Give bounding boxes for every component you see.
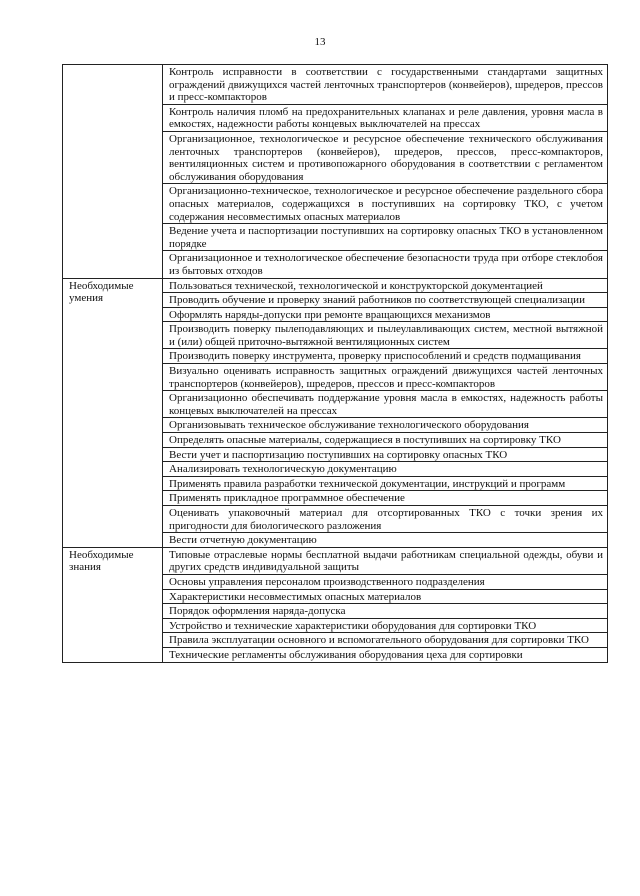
table-cell-item: Вести отчетную документацию xyxy=(163,533,608,548)
table-cell-item: Организационное, технологическое и ресурсное обеспечение технического обслуживания ленточных транспортеров (конвейеров), шредеров, прессов, пресс-компакторов, вентиляционных систем и противопожарного оборудования в соответствии с регламентом обслуживания оборудования xyxy=(163,131,608,183)
table-cell-item: Производить поверку пылеподавляющих и пылеулавливающих систем, местной вытяжной и (или) общей приточно-вытяжной вентиляционных систем xyxy=(163,322,608,349)
table-cell-item: Применять прикладное программное обеспечение xyxy=(163,491,608,506)
table-cell-item: Оценивать упаковочный материал для отсортированных ТКО с точки зрения их пригодности для биологического разложения xyxy=(163,506,608,533)
table-cell-item: Визуально оценивать исправность защитных ограждений движущихся частей ленточных транспортеров (конвейеров), шредеров, прессов и пресс-компакторов xyxy=(163,364,608,391)
page-number: 13 xyxy=(314,36,326,48)
table-cell-item: Организационно-техническое, технологическое и ресурсное обеспечение раздельного сбора опасных материалов, содержащихся в поступивших на сортировку ТКО, с учетом содержания несовместимых опасных материалов xyxy=(163,184,608,224)
table-row xyxy=(63,65,608,105)
table-row xyxy=(63,278,608,293)
table-cell-item: Порядок оформления наряда-допуска xyxy=(163,604,608,619)
table-cell-item: Технические регламенты обслуживания оборудования цеха для сортировки xyxy=(163,647,608,662)
table-cell-item: Применять правила разработки технической документации, инструкций и программ xyxy=(163,476,608,491)
table-cell-item: Организационное и технологическое обеспечение безопасности труда при отборе стеклобоя из бытовых отходов xyxy=(163,251,608,278)
table-cell-item: Характеристики несовместимых опасных материалов xyxy=(163,589,608,604)
table-cell-item: Организационно обеспечивать поддержание уровня масла в емкостях, надежность работы концевых выключателей на прессах xyxy=(163,391,608,418)
section-label-continued xyxy=(63,65,163,279)
section-label-knowledge: Необходимые знания xyxy=(63,547,163,662)
table-cell-item: Типовые отраслевые нормы бесплатной выдачи работникам специальной одежды, обуви и других средств индивидуальной защиты xyxy=(163,547,608,574)
section-label-skills: Необходимые умения xyxy=(63,278,163,547)
table-cell-item: Вести учет и паспортизацию поступивших на сортировку опасных ТКО xyxy=(163,447,608,462)
table-cell-item: Проводить обучение и проверку знаний работников по соответствующей специализации xyxy=(163,293,608,308)
table-cell-item: Определять опасные материалы, содержащиеся в поступивших на сортировку ТКО xyxy=(163,433,608,448)
table-cell-item: Организовывать техническое обслуживание технологического оборудования xyxy=(163,418,608,433)
table-cell-item: Пользоваться технической, технологической и конструкторской документацией xyxy=(163,278,608,293)
table-cell-item: Контроль исправности в соответствии с государственными стандартами защитных ограждений движущихся частей ленточных транспортеров (конвейеров), шредеров, прессов и пресс-компакторов xyxy=(163,65,608,105)
table-cell-item: Анализировать технологическую документацию xyxy=(163,462,608,477)
table-cell-item: Основы управления персоналом производственного подразделения xyxy=(163,574,608,589)
table-cell-item: Правила эксплуатации основного и вспомогательного оборудования для сортировки ТКО xyxy=(163,633,608,648)
table-cell-item: Производить поверку инструмента, проверку приспособлений и средств подмащивания xyxy=(163,349,608,364)
requirements-table xyxy=(62,64,608,663)
table-row xyxy=(63,547,608,574)
table-cell-item: Контроль наличия пломб на предохранительных клапанах и реле давления, уровня масла в емкостях, надежности работы концевых выключателей на прессах xyxy=(163,104,608,131)
table-cell-item: Устройство и технические характеристики оборудования для сортировки ТКО xyxy=(163,618,608,633)
requirements-table-body xyxy=(63,65,608,663)
table-cell-item: Ведение учета и паспортизации поступивших на сортировку опасных ТКО в установленном порядке xyxy=(163,224,608,251)
table-cell-item: Оформлять наряды-допуски при ремонте вращающихся механизмов xyxy=(163,307,608,322)
requirements-table-container xyxy=(62,64,607,663)
